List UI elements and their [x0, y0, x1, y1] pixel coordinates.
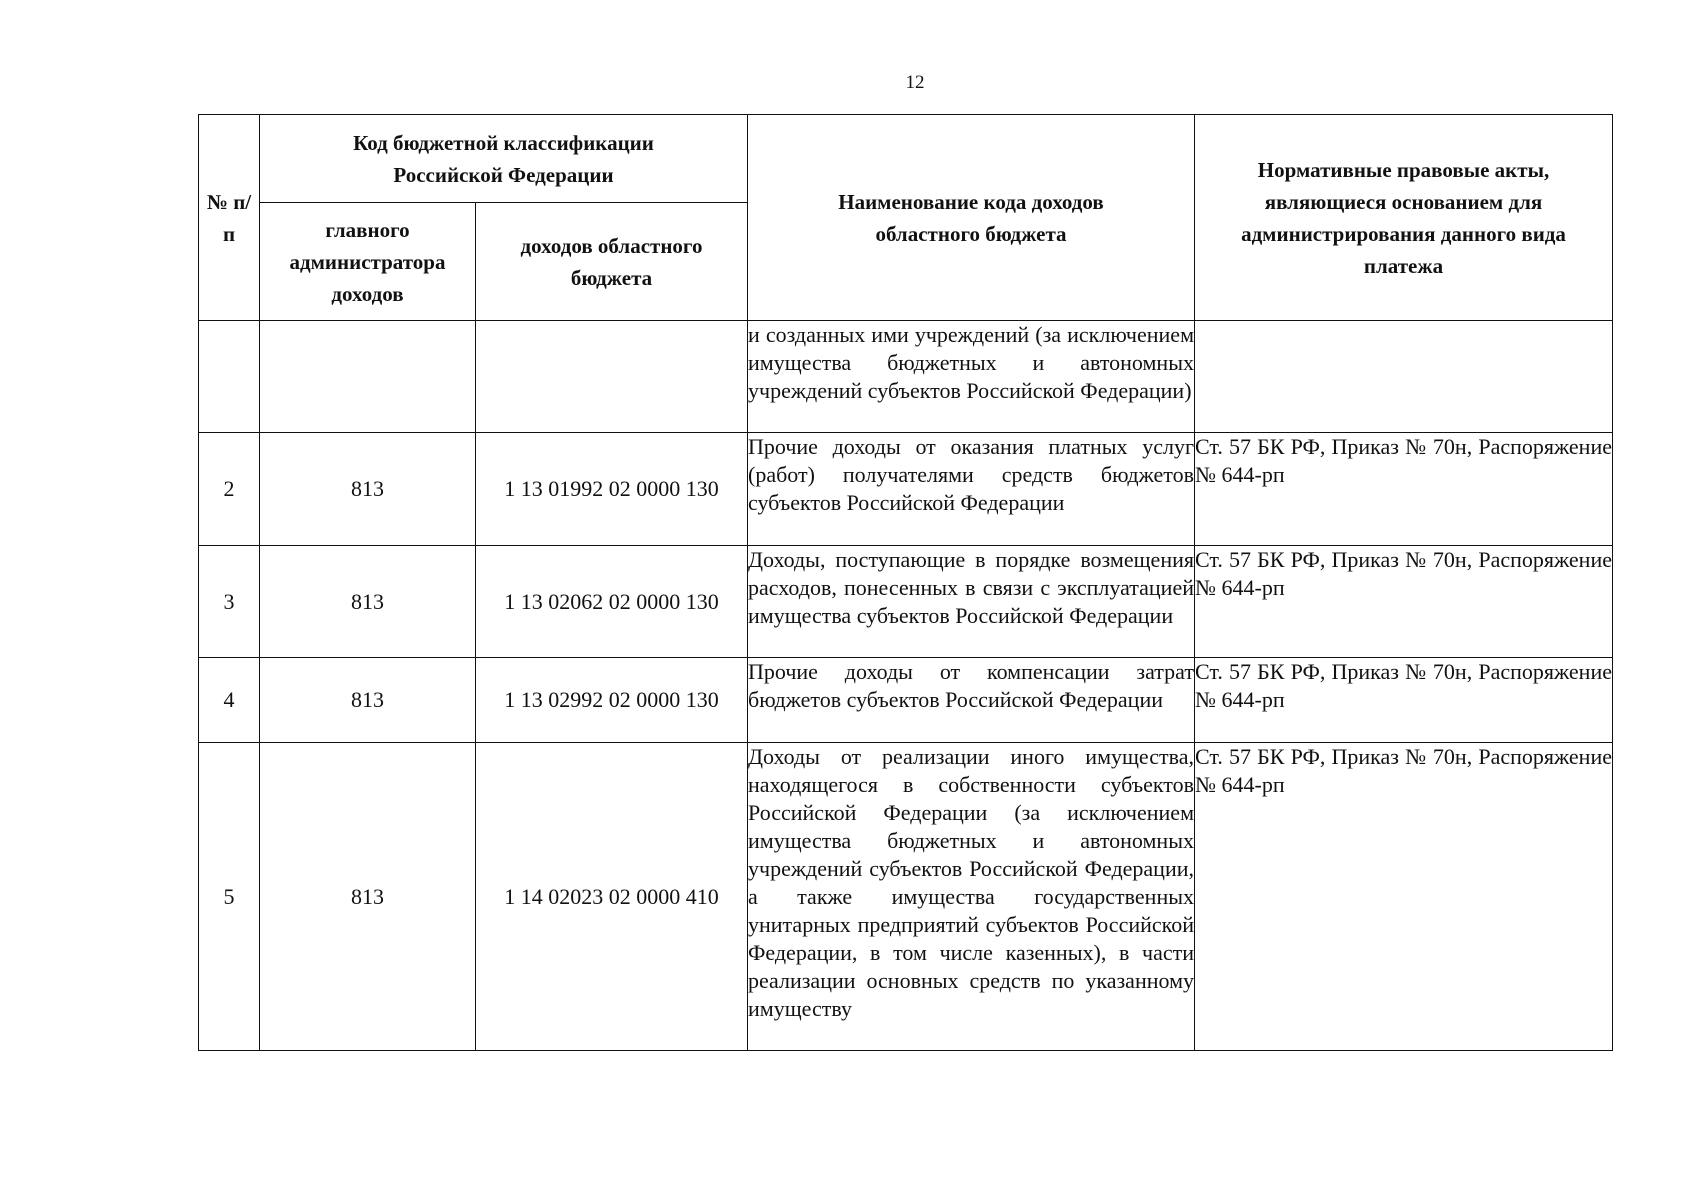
table-row [199, 546, 1613, 658]
header-kbk-group [260, 115, 748, 203]
header-num-label: № п/п [206, 189, 252, 246]
row-admin-code: 813 [260, 433, 476, 546]
row-num: 4 [199, 658, 260, 743]
header-name-label: Наименование кода доходов областного бюджета [838, 189, 1104, 246]
row-income-code: 1 13 02992 02 0000 130 [476, 658, 748, 743]
table-row [199, 743, 1613, 1051]
header-kbk-group-label: Код бюджетной классификации Российской Федерации [353, 130, 654, 187]
row-income-code [476, 321, 748, 433]
row-num [199, 321, 260, 433]
row-num: 3 [199, 546, 260, 658]
row-income-name: Доходы, поступающие в порядке возмещения расходов, понесенных в связи с эксплуатацией имущества субъектов Российской Федерации [748, 547, 1194, 628]
row-legal-acts: Ст. 57 БК РФ, Приказ № 70н, Распоряжение № 644-рп [1195, 659, 1612, 712]
row-income-name: Прочие доходы от компенсации затрат бюджетов субъектов Российской Федерации [748, 659, 1194, 712]
header-acts [1195, 115, 1613, 321]
page-number: 12 [905, 72, 925, 93]
row-legal-acts-cell [1195, 743, 1613, 1051]
header-admin-label: главного администратора доходов [289, 217, 446, 306]
budget-classification-table [198, 114, 1613, 1051]
row-admin-code: 813 [260, 658, 476, 743]
row-income-code: 1 13 02062 02 0000 130 [476, 546, 748, 658]
header-admin [260, 203, 476, 321]
row-income-code: 1 14 02023 02 0000 410 [476, 743, 748, 1051]
row-income-name: Доходы от реализации иного имущества, находящегося в собственности субъектов Российской Федерации (за исключением имущества бюджетных и автономных учреждений субъектов Российской Федерации, а также имущества государственных унитарных предприятий субъектов Российской Федерации, в том числе казенных), в части реализации основных средств по указанному имуществу [748, 744, 1194, 1021]
row-income-code: 1 13 01992 02 0000 130 [476, 433, 748, 546]
row-income-name-cell [748, 321, 1195, 433]
row-income-name-cell [748, 546, 1195, 658]
row-num: 5 [199, 743, 260, 1051]
row-income-name-cell [748, 433, 1195, 546]
table-row [199, 321, 1613, 433]
row-admin-code: 813 [260, 546, 476, 658]
header-num [199, 115, 260, 321]
table-row [199, 433, 1613, 546]
header-income-code-label: доходов областного бюджета [520, 233, 703, 290]
row-legal-acts: Ст. 57 БК РФ, Приказ № 70н, Распоряжение № 644-рп [1195, 744, 1612, 797]
row-legal-acts: Ст. 57 БК РФ, Приказ № 70н, Распоряжение № 644-рп [1195, 547, 1612, 600]
header-income-code [476, 203, 748, 321]
row-legal-acts: Ст. 57 БК РФ, Приказ № 70н, Распоряжение № 644-рп [1195, 434, 1612, 487]
row-legal-acts-cell [1195, 546, 1613, 658]
table-row [199, 658, 1613, 743]
row-income-name: Прочие доходы от оказания платных услуг (работ) получателями средств бюджетов субъектов Российской Федерации [748, 434, 1194, 515]
row-admin-code [260, 321, 476, 433]
row-income-name-cell [748, 658, 1195, 743]
row-num: 2 [199, 433, 260, 546]
header-acts-label: Нормативные правовые акты, являющиеся основанием для администрирования данного вида платежа [1241, 157, 1566, 278]
row-income-name: и созданных ими учреждений (за исключением имущества бюджетных и автономных учреждений субъектов Российской Федерации) [748, 322, 1194, 403]
row-income-name-cell [748, 743, 1195, 1051]
row-legal-acts-cell [1195, 321, 1613, 433]
row-admin-code: 813 [260, 743, 476, 1051]
row-legal-acts-cell [1195, 658, 1613, 743]
header-name [748, 115, 1195, 321]
row-legal-acts-cell [1195, 433, 1613, 546]
